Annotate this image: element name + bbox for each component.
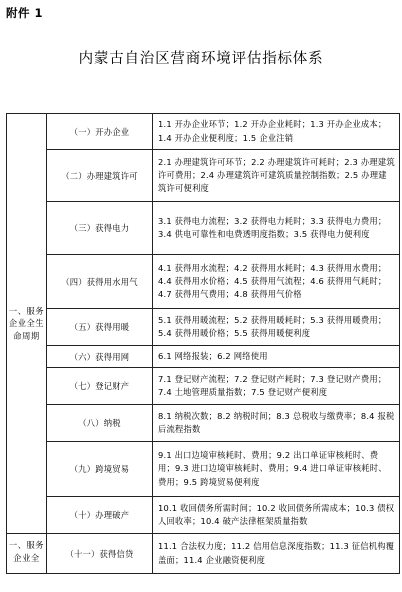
indicator-cell: 9.1 出口边境审核耗时、费用；9.2 出口单证审核耗时、费用；9.3 进口边境审核耗时、费用；9.4 进口单证审核耗时、费用；9.5 跨境贸易便利度 (153, 442, 400, 497)
indicator-cell: 8.1 纳税次数；8.2 纳税时间；8.3 总税收与缴费率；8.4 报税后流程指数 (153, 405, 400, 442)
indicator-cell: 10.1 收回债务所需时间；10.2 收回债务所需成本；10.3 债权人回收率；10.4 破产法律框架质量指数 (153, 497, 400, 534)
table-row (7, 255, 400, 309)
table-row (7, 534, 400, 574)
subcategory-cell: （十）办理破产 (47, 497, 153, 534)
indicator-table (6, 113, 400, 574)
page-title: 内蒙古自治区营商环境评估指标体系 (78, 51, 324, 67)
subcategory-cell: （五）获得用暖 (47, 309, 153, 346)
indicator-cell: 3.1 获得电力流程；3.2 获得电力耗时；3.3 获得电力费用；3.4 供电可靠性和电费透明度指数；3.5 获得电力便利度 (153, 202, 400, 255)
indicator-cell: 2.1 办理建筑许可环节；2.2 办理建筑许可耗时；2.3 办理建筑许可费用；2.4 办理建筑许可建筑质量控制指数；2.5 办理建筑许可便利度 (153, 150, 400, 202)
subcategory-cell: （一）开办企业 (47, 114, 153, 150)
table-row (7, 150, 400, 202)
subcategory-cell: （九）跨境贸易 (47, 442, 153, 497)
subcategory-cell: （二）办理建筑许可 (47, 150, 153, 202)
table-row (7, 442, 400, 497)
table-row (7, 114, 400, 150)
indicator-cell: 11.1 合法权力度；11.2 信用信息深度指数；11.3 征信机构覆盖面；11.4 企业融资便利度 (153, 534, 400, 574)
section-cell: 一、服务企业全 (7, 534, 47, 574)
attachment-label: 附件 1 (6, 6, 44, 20)
indicator-cell: 1.1 开办企业环节；1.2 开办企业耗时；1.3 开办企业成本；1.4 开办企业便利度；1.5 企业注销 (153, 114, 400, 150)
subcategory-cell: （八）纳税 (47, 405, 153, 442)
table-row (7, 368, 400, 405)
table-row (7, 309, 400, 346)
indicator-cell: 5.1 获得用暖流程；5.2 获得用暖耗时；5.3 获得用暖费用；5.4 获得用暖价格；5.5 获得用暖便利度 (153, 309, 400, 346)
indicator-cell: 6.1 网络报装；6.2 网络使用 (153, 346, 400, 368)
subcategory-cell: （三）获得电力 (47, 202, 153, 255)
table-row (7, 346, 400, 368)
table-row (7, 405, 400, 442)
subcategory-cell: （十一）获得信贷 (47, 534, 153, 574)
indicator-cell: 4.1 获得用水流程；4.2 获得用水耗时；4.3 获得用水费用；4.4 获得用水价格；4.5 获得用气流程；4.6 获得用气耗时；4.7 获得用气费用；4.8 获得用气价格 (153, 255, 400, 309)
section-cell: 一、服务企业全生命周期 (7, 114, 47, 534)
table-row (7, 202, 400, 255)
indicator-cell: 7.1 登记财产流程；7.2 登记财产耗时；7.3 登记财产费用；7.4 土地管理质量指数；7.5 登记财产便利度 (153, 368, 400, 405)
table-row (7, 497, 400, 534)
subcategory-cell: （六）获得用网 (47, 346, 153, 368)
subcategory-cell: （七）登记财产 (47, 368, 153, 405)
subcategory-cell: （四）获得用水用气 (47, 255, 153, 309)
